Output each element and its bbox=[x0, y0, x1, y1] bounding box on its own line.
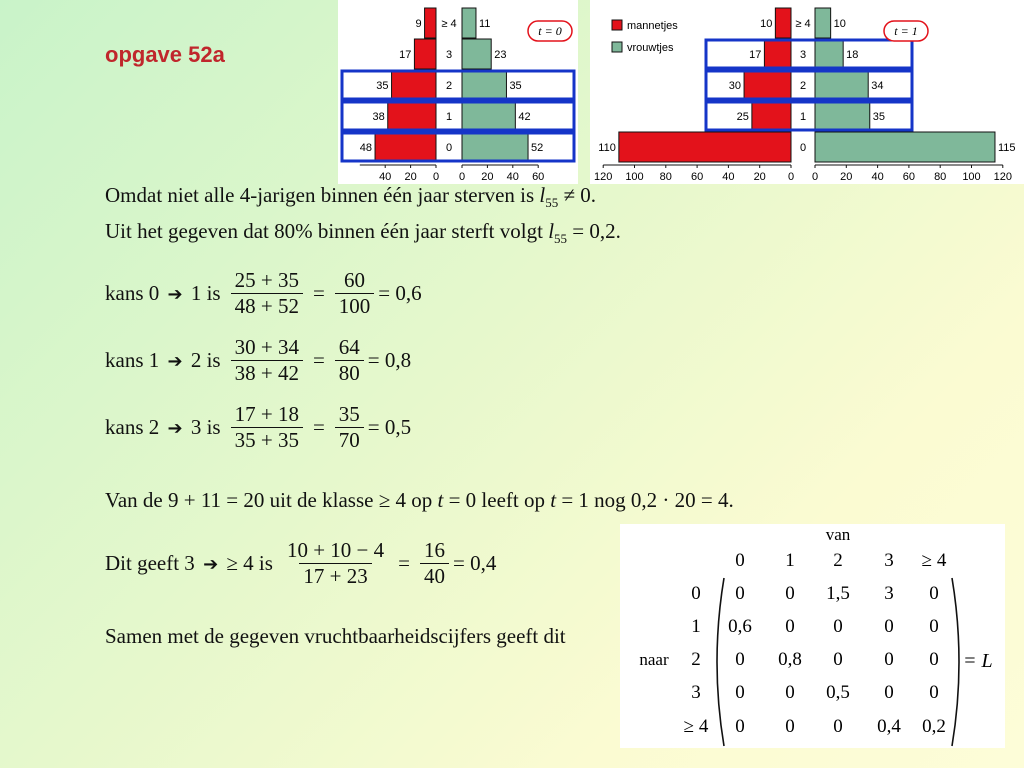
bar-men bbox=[414, 39, 436, 69]
matrix-cell: 0 bbox=[929, 583, 939, 604]
value-label-men: 30 bbox=[728, 80, 742, 92]
axis-tick-men: 0 bbox=[787, 171, 795, 183]
matrix-side-label: naar bbox=[639, 650, 669, 669]
legend-swatch-women bbox=[612, 42, 622, 52]
axis-tick-men: 20 bbox=[753, 171, 766, 183]
bar-men bbox=[375, 132, 436, 162]
axis-tick-women: 0 bbox=[811, 171, 819, 183]
axis-tick-women: 0 bbox=[458, 171, 466, 183]
matrix-cell: 0 bbox=[833, 716, 843, 737]
leslie-matrix bbox=[620, 524, 1005, 748]
value-label-men: 9 bbox=[415, 18, 422, 30]
matrix-row-header: 3 bbox=[691, 682, 701, 703]
matrix-col-header: 3 bbox=[884, 550, 894, 571]
value-label-men: 17 bbox=[399, 49, 412, 61]
matrix-cell: 3 bbox=[884, 583, 894, 604]
age-label: 0 bbox=[445, 142, 453, 154]
value-label-women: 35 bbox=[872, 111, 886, 123]
value-label-men: 35 bbox=[376, 80, 389, 92]
axis-tick-men: 80 bbox=[659, 171, 672, 183]
bar-women bbox=[462, 70, 506, 100]
bar-men bbox=[764, 39, 791, 69]
bar-women bbox=[462, 8, 476, 38]
fraction: $\frac{16}{40}$ bbox=[420, 538, 449, 589]
matrix-cell: 0 bbox=[884, 682, 894, 703]
value-label-women: 18 bbox=[846, 49, 859, 61]
matrix-cell: 0,2 bbox=[922, 716, 946, 737]
bar-women bbox=[462, 132, 528, 162]
matrix-cell: 0 bbox=[929, 682, 939, 703]
matrix-cell: 0,8 bbox=[778, 649, 802, 670]
fraction: $\frac{35}{70}$ bbox=[335, 402, 364, 453]
axis-tick-men: 40 bbox=[722, 171, 735, 183]
arrow-right-icon: ➔ bbox=[203, 554, 219, 575]
matrix-cell: 0 bbox=[735, 649, 745, 670]
fraction: $\frac{25 + 35}{48 + 52}$ bbox=[231, 268, 303, 319]
text-line-l55-value: Uit het gegeven dat 80% binnen één jaar sterft volgt $l_{55} = 0,2$. bbox=[105, 219, 621, 247]
time-label: t = 0 bbox=[538, 24, 562, 38]
value-label-men: 110 bbox=[598, 142, 616, 154]
axis-tick-men: 60 bbox=[690, 171, 704, 183]
value-label-women: 23 bbox=[494, 49, 507, 61]
matrix-cell: 0 bbox=[833, 616, 843, 637]
age-label: 0 bbox=[799, 142, 807, 154]
matrix-cell: 0,5 bbox=[826, 682, 850, 703]
matrix-cell: 1,5 bbox=[826, 583, 850, 604]
matrix-row-header: 1 bbox=[691, 616, 701, 637]
age-label: 3 bbox=[799, 49, 807, 61]
axis-tick-men: 40 bbox=[379, 171, 392, 183]
leslie-matrix-figure bbox=[620, 524, 1005, 748]
matrix-cell: 0 bbox=[884, 649, 894, 670]
bar-women bbox=[815, 8, 831, 38]
axis-tick-men: 20 bbox=[404, 171, 417, 183]
value-label-men: 25 bbox=[736, 111, 749, 123]
age-label: 1 bbox=[445, 111, 453, 123]
bar-women bbox=[815, 101, 870, 131]
text-line-conclusion: Samen met de gegeven vruchtbaarheidscijfers geeft dit bbox=[105, 624, 566, 648]
matrix-cell: 0 bbox=[785, 616, 795, 637]
text-line-l55-nonzero: Omdat niet alle 4-jarigen binnen één jaar sterven is $l_{55} \ne 0$. bbox=[105, 183, 597, 211]
arrow-right-icon: ➔ bbox=[167, 351, 183, 372]
axis-tick-women: 40 bbox=[871, 171, 884, 183]
arrow-right-icon: ➔ bbox=[167, 284, 183, 305]
matrix-cell: 0 bbox=[785, 583, 795, 604]
bar-men bbox=[388, 101, 436, 131]
bar-women bbox=[815, 39, 843, 69]
value-label-men: 10 bbox=[760, 18, 773, 30]
equation-kans-3-4plus: Dit geeft 3 ➔ ≥ 4 is $\frac{10 + 10 - 4}{17 + 23}$ = $\frac{16}{40}$ = 0,4 bbox=[105, 538, 497, 588]
matrix-cell: 0 bbox=[833, 649, 843, 670]
axis-tick-women: 40 bbox=[506, 171, 519, 183]
matrix-cell: 0 bbox=[785, 716, 795, 737]
value-label-women: 11 bbox=[478, 18, 491, 30]
matrix-right-bracket bbox=[952, 578, 959, 746]
matrix-col-header: 2 bbox=[833, 550, 843, 571]
age-label: ≥ 4 bbox=[441, 18, 457, 30]
fraction: $\frac{30 + 34}{38 + 42}$ bbox=[231, 335, 303, 386]
age-label: 2 bbox=[799, 80, 807, 92]
value-label-women: 42 bbox=[518, 111, 531, 123]
matrix-row-header: ≥ 4 bbox=[683, 716, 709, 737]
matrix-cell: 0 bbox=[735, 716, 745, 737]
bar-women bbox=[815, 70, 868, 100]
axis-tick-women: 20 bbox=[840, 171, 853, 183]
pyramid-t1-figure bbox=[590, 0, 1024, 184]
axis-tick-men: 100 bbox=[625, 171, 644, 183]
matrix-row-header: 0 bbox=[691, 583, 701, 604]
value-label-women: 34 bbox=[871, 80, 884, 92]
age-label: 1 bbox=[799, 111, 807, 123]
axis-tick-women: 120 bbox=[993, 171, 1012, 183]
bar-women bbox=[462, 101, 515, 131]
equation-kans-2-3: kans 2 ➔ 3 is $\frac{17 + 18}{35 + 35}$ = $\frac{35}{70}$ = 0,5 bbox=[105, 402, 412, 452]
matrix-row-header: 2 bbox=[691, 649, 701, 670]
bar-women bbox=[815, 132, 995, 162]
fraction: $\frac{64}{80}$ bbox=[335, 335, 364, 386]
bar-men bbox=[425, 8, 436, 38]
value-label-women: 52 bbox=[531, 142, 544, 154]
age-label: 2 bbox=[445, 80, 453, 92]
axis-tick-women: 100 bbox=[962, 171, 981, 183]
matrix-col-header: 0 bbox=[735, 550, 745, 571]
value-label-women: 10 bbox=[833, 18, 846, 30]
fraction: $\frac{60}{100}$ bbox=[335, 268, 375, 319]
axis-tick-women: 60 bbox=[532, 171, 545, 183]
axis-tick-men: 0 bbox=[432, 171, 440, 183]
matrix-cell: 0 bbox=[929, 649, 939, 670]
axis-tick-men: 120 bbox=[594, 171, 613, 183]
legend-label-men: mannetjes bbox=[627, 20, 678, 32]
bar-men bbox=[752, 101, 791, 131]
value-label-women: 115 bbox=[997, 142, 1016, 154]
matrix-top-label: van bbox=[825, 525, 851, 544]
matrix-col-header: ≥ 4 bbox=[921, 550, 947, 571]
legend-swatch-men bbox=[612, 20, 622, 30]
matrix-cell: 0,4 bbox=[877, 716, 901, 737]
pyramid-t0-figure bbox=[338, 0, 578, 184]
value-label-men: 17 bbox=[749, 49, 762, 61]
axis-tick-women: 20 bbox=[481, 171, 494, 183]
text-line-survival: Van de 9 + 11 = 20 uit de klasse ≥ 4 op t = 0 leeft op t = 1 nog 0,2 · 20 = 4. bbox=[105, 488, 734, 512]
bar-men bbox=[744, 70, 791, 100]
matrix-left-bracket bbox=[717, 578, 724, 746]
matrix-cell: 0 bbox=[735, 682, 745, 703]
axis-tick-women: 60 bbox=[902, 171, 916, 183]
time-label: t = 1 bbox=[894, 24, 918, 38]
bar-men bbox=[619, 132, 791, 162]
matrix-cell: 0 bbox=[884, 616, 894, 637]
axis-tick-women: 80 bbox=[934, 171, 947, 183]
value-label-men: 48 bbox=[359, 142, 373, 154]
matrix-cell: 0,6 bbox=[728, 616, 752, 637]
bar-men bbox=[775, 8, 791, 38]
age-label: 3 bbox=[445, 49, 453, 61]
legend-label-women: vrouwtjes bbox=[627, 42, 674, 54]
page-title: opgave 52a bbox=[105, 42, 225, 67]
fraction: $\frac{10 + 10 - 4}{17 + 23}$ bbox=[286, 538, 385, 588]
fraction: $\frac{17 + 18}{35 + 35}$ bbox=[231, 402, 303, 453]
equation-kans-1-2: kans 1 ➔ 2 is $\frac{30 + 34}{38 + 42}$ = $\frac{64}{80}$ = 0,8 bbox=[105, 335, 412, 385]
bar-men bbox=[392, 70, 436, 100]
value-label-women: 35 bbox=[509, 80, 522, 92]
matrix-cell: 0 bbox=[929, 616, 939, 637]
bar-women bbox=[462, 39, 491, 69]
equation-kans-0-1: kans 0 ➔ 1 is $\frac{25 + 35}{48 + 52}$ = $\frac{60}{100}$ = 0,6 bbox=[105, 268, 422, 318]
matrix-cell: 0 bbox=[735, 583, 745, 604]
arrow-right-icon: ➔ bbox=[167, 418, 183, 439]
matrix-col-header: 1 bbox=[785, 550, 795, 571]
age-label: ≥ 4 bbox=[795, 18, 811, 30]
matrix-result-label: = L bbox=[963, 650, 993, 672]
value-label-men: 38 bbox=[372, 111, 385, 123]
matrix-cell: 0 bbox=[785, 682, 795, 703]
